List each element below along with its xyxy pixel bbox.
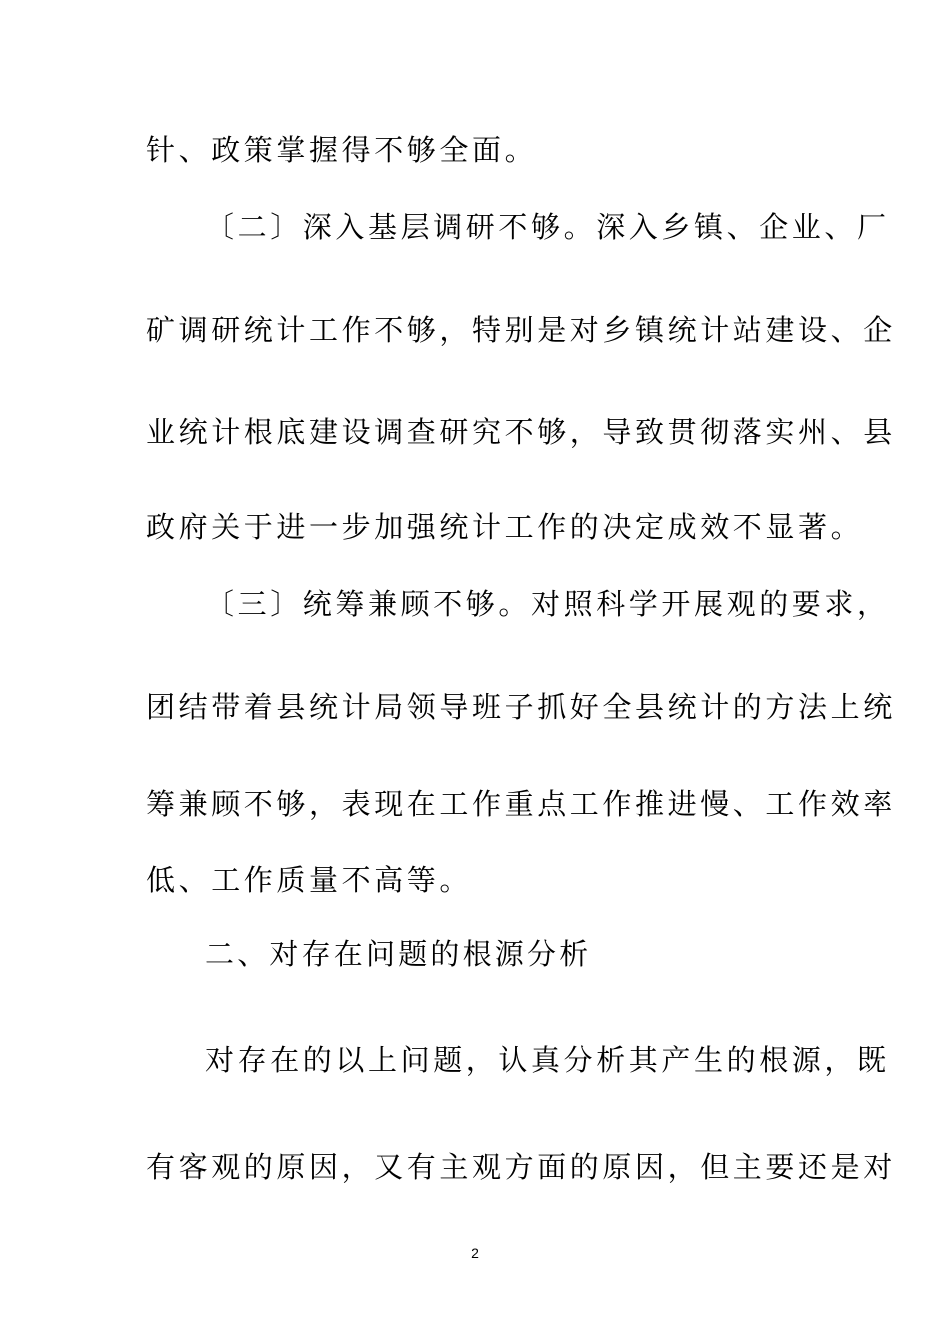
text-line-6: 〔三〕统筹兼顾不够。对照科学开展观的要求， [205, 587, 890, 621]
text-line-1: 针、政策掌握得不够全面。 [146, 133, 538, 167]
text-line-4: 业统计根底建设调查研究不够，导致贯彻落实州、县 [146, 415, 896, 449]
text-line-9: 低、工作质量不高等。 [146, 863, 473, 897]
text-line-11: 对存在的以上问题，认真分析其产生的根源，既 [205, 1043, 890, 1077]
text-line-12: 有客观的原因，又有主观方面的原因，但主要还是对 [146, 1150, 896, 1184]
text-line-8: 筹兼顾不够，表现在工作重点工作推进慢、工作效率 [146, 787, 896, 821]
page-number: 2 [471, 1245, 479, 1261]
text-line-3: 矿调研统计工作不够，特别是对乡镇统计站建设、企 [146, 313, 896, 347]
text-line-7: 团结带着县统计局领导班子抓好全县统计的方法上统 [146, 690, 896, 724]
section-heading: 二、对存在问题的根源分析 [205, 937, 592, 971]
text-line-2: 〔二〕深入基层调研不够。深入乡镇、企业、厂 [205, 210, 890, 244]
text-line-5: 政府关于进一步加强统计工作的决定成效不显著。 [146, 510, 864, 544]
